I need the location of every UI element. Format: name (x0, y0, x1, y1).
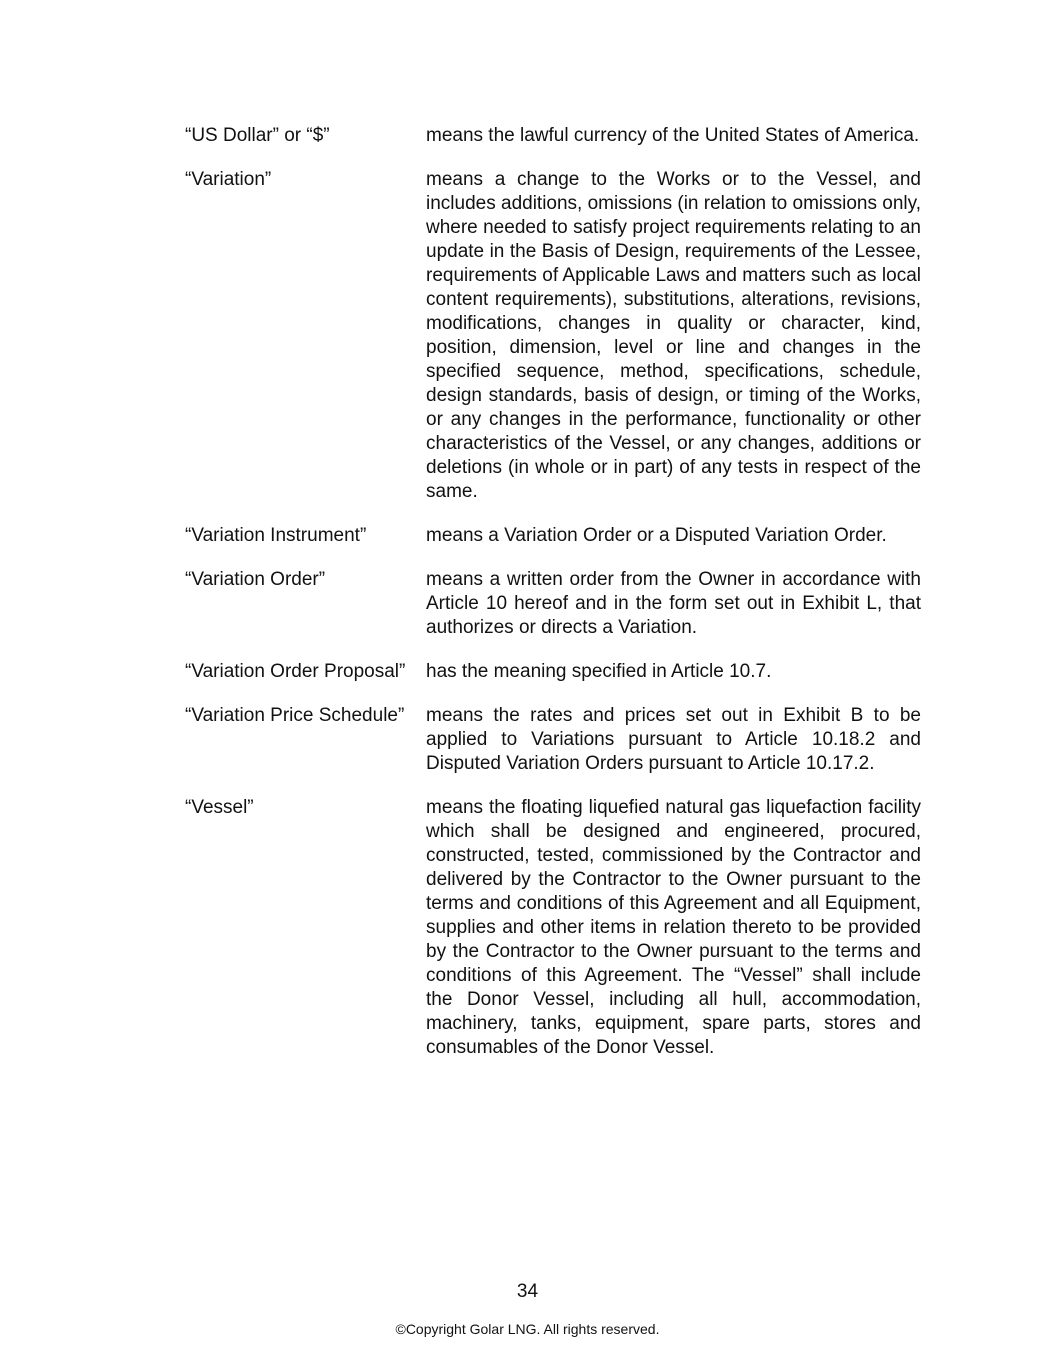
definition-variation-order (185, 568, 921, 640)
definition-term: “Variation Order Proposal” (185, 661, 406, 682)
definition-term: “Vessel” (185, 797, 254, 818)
definition-variation (185, 168, 921, 504)
definition-variation-instrument (185, 524, 921, 548)
definition-meaning: means the floating liquefied natural gas liquefaction facility which shall be designed and engineered, procured, constructed, tested, commissioned by the Contractor and delivered by the Contractor to the Owner pursuant to the terms and conditions of this Agreement and all Equipment, supplies and other items in relation thereto to be provided by the Contractor to the Owner pursuant to the terms and conditions of this Agreement. The “Vessel” shall include the Donor Vessel, including all hull, accommodation, machinery, tanks, equipment, spare parts, stores and consumables of the Donor Vessel. (426, 797, 921, 1058)
definition-meaning: means a written order from the Owner in accordance with Article 10 hereof and in the form set out in Exhibit L, that authorizes or directs a Variation. (426, 569, 921, 638)
definition-meaning: means a change to the Works or to the Vessel, and includes additions, omissions (in relation to omissions only, where needed to satisfy project requirements relating to an update in the Basis of Design, requirements of the Lessee, requirements of Applicable Laws and matters such as local content requirements), substitutions, alterations, revisions, modifications, changes in quality or character, kind, position, dimension, level or line and changes in the specified sequence, method, specifications, schedule, design standards, basis of design, or timing of the Works, or any changes in the performance, functionality or other characteristics of the Vessel, or any changes, additions or deletions (in whole or in part) of any tests in respect of the same. (426, 169, 921, 502)
definition-term: “Variation” (185, 169, 272, 190)
definition-term: “US Dollar” or “$” (185, 125, 330, 146)
definition-meaning: has the meaning specified in Article 10.7. (426, 661, 772, 682)
definition-meaning: means a Variation Order or a Disputed Variation Order. (426, 525, 887, 546)
definition-meaning: means the lawful currency of the United States of America. (426, 125, 920, 146)
definition-term: “Variation Instrument” (185, 525, 367, 546)
definitions-list (185, 124, 921, 1080)
definition-term: “Variation Price Schedule” (185, 705, 405, 726)
definition-vessel (185, 796, 921, 1060)
definition-us-dollar (185, 124, 921, 148)
page-number: 34 (516, 1281, 539, 1302)
definition-variation-order-proposal (185, 660, 921, 684)
definition-meaning: means the rates and prices set out in Exhibit B to be applied to Variations pursuant to Article 10.18.2 and Disputed Variation Orders pursuant to Article 10.17.2. (426, 705, 921, 774)
definition-term: “Variation Order” (185, 569, 326, 590)
definition-variation-price-schedule (185, 704, 921, 776)
copyright-notice: ©Copyright Golar LNG. All rights reserved. (395, 1321, 660, 1337)
